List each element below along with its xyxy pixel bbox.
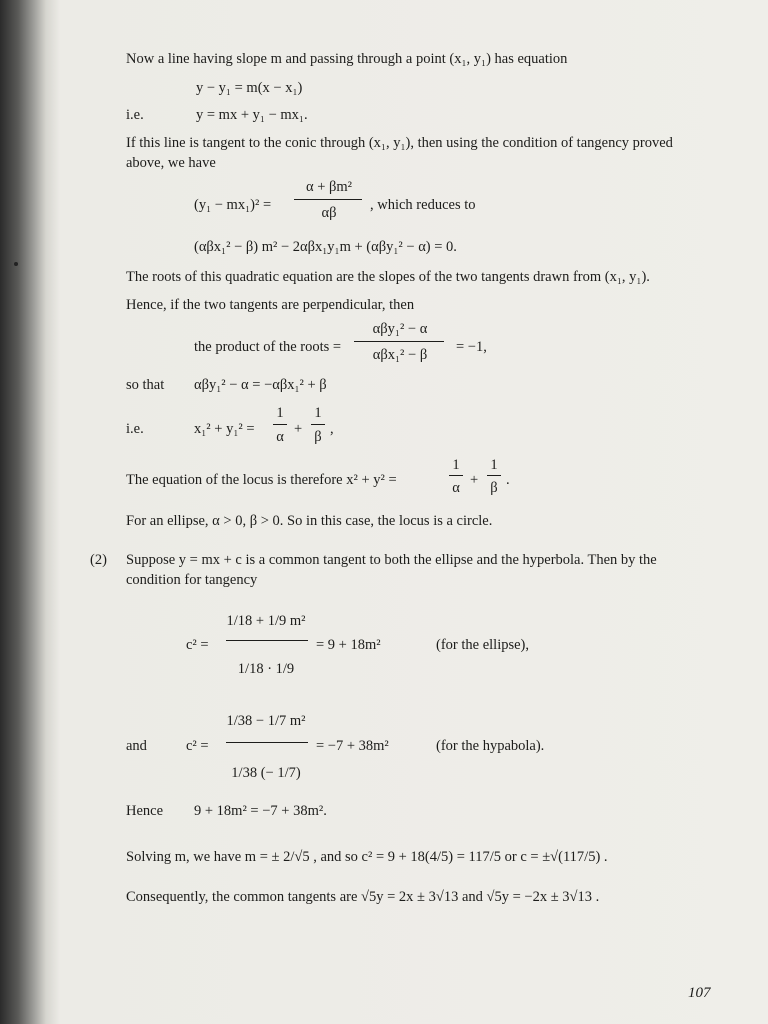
fraction-denominator: αβ — [321, 205, 337, 221]
fraction-bar — [273, 424, 287, 425]
equation-right: = −1, — [456, 339, 487, 355]
item-number: (2) — [90, 552, 107, 568]
operator: + — [294, 421, 303, 437]
operator: + — [470, 472, 479, 488]
equation: y = mx + y₁ − mx₁. — [196, 107, 308, 123]
page-number: 107 — [688, 985, 711, 1001]
punctuation: . — [506, 472, 510, 488]
text-line: , which reduces to — [370, 197, 476, 213]
fraction-bar — [294, 199, 362, 200]
compound-numerator: 1/38 − 1/7 m² — [226, 713, 306, 729]
label: and — [126, 738, 147, 754]
equation: y − y₁ = m(x − x₁) — [196, 80, 303, 96]
fraction-denominator: β — [314, 429, 322, 445]
text-line: Consequently, the common tangents are √5y = 2x ± 3√13 and √5y = −2x ± 3√13 . — [126, 889, 600, 905]
equation: 9 + 18m² = −7 + 38m². — [194, 803, 327, 819]
fraction-bar — [311, 424, 325, 425]
label: i.e. — [126, 107, 144, 123]
fraction-numerator: αβy₁² − α — [372, 321, 428, 337]
equation-right: = 9 + 18m² — [316, 637, 381, 653]
equation-left: x₁² + y₁² = — [194, 421, 255, 437]
compound-denominator: 1/18 · 1/9 — [237, 661, 295, 677]
fraction-denominator: α — [452, 480, 460, 496]
fraction-bar — [487, 475, 501, 476]
text-line: Solving m, we have m = ± 2/√5 , and so c² = 9 + 18(4/5) = 117/5 or c = ±√(117/5) . — [126, 849, 608, 865]
label: Hence — [126, 803, 164, 819]
text-line: If this line is tangent to the conic through (x₁, y₁), then using the condition of tangency proved — [126, 135, 673, 151]
punctuation: , — [330, 421, 334, 437]
text-line: Now a line having slope m and passing through a point (x₁, y₁) has equation — [126, 51, 568, 67]
fraction-numerator: 1 — [276, 405, 284, 421]
fraction-denominator: αβx₁² − β — [372, 347, 428, 363]
fraction-denominator: β — [490, 480, 498, 496]
equation-left: (y₁ − mx₁)² = — [194, 197, 272, 213]
equation: αβy₁² − α = −αβx₁² + β — [194, 377, 327, 393]
equation: (αβx₁² − β) m² − 2αβx₁y₁m + (αβy₁² − α) = 0. — [194, 239, 457, 255]
equation-left: the product of the roots = — [194, 339, 342, 355]
text-line: The equation of the locus is therefore x² + y² = — [126, 472, 397, 488]
fraction-bar — [449, 475, 463, 476]
fraction-numerator: 1 — [490, 457, 498, 473]
label: i.e. — [126, 421, 144, 437]
fraction-numerator: α + βm² — [305, 179, 353, 195]
text-line: Hence, if the two tangents are perpendicular, then — [126, 297, 415, 313]
equation-left: c² = — [186, 738, 209, 754]
fraction-numerator: 1 — [452, 457, 460, 473]
fraction-denominator: α — [276, 429, 284, 445]
binding-mark — [14, 262, 18, 266]
compound-denominator: 1/38 (− 1/7) — [231, 765, 301, 781]
label: so that — [126, 377, 165, 393]
note: (for the ellipse), — [436, 637, 530, 653]
fraction-bar — [226, 640, 308, 641]
fraction-bar — [354, 341, 444, 342]
text-line: Suppose y = mx + c is a common tangent to both the ellipse and the hyperbola. Then by the — [126, 552, 657, 568]
text-line: The roots of this quadratic equation are the slopes of the two tangents drawn from (x₁, y₁). — [126, 269, 650, 285]
text-line: For an ellipse, α > 0, β > 0. So in this case, the locus is a circle. — [126, 513, 493, 529]
text-line: above, we have — [126, 155, 216, 171]
equation-left: c² = — [186, 637, 209, 653]
fraction-bar — [226, 742, 308, 743]
equation-right: = −7 + 38m² — [316, 738, 389, 754]
fraction-numerator: 1 — [314, 405, 322, 421]
compound-numerator: 1/18 + 1/9 m² — [226, 613, 306, 629]
note: (for the hypabola). — [436, 738, 545, 754]
text-line: condition for tangency — [126, 572, 258, 588]
